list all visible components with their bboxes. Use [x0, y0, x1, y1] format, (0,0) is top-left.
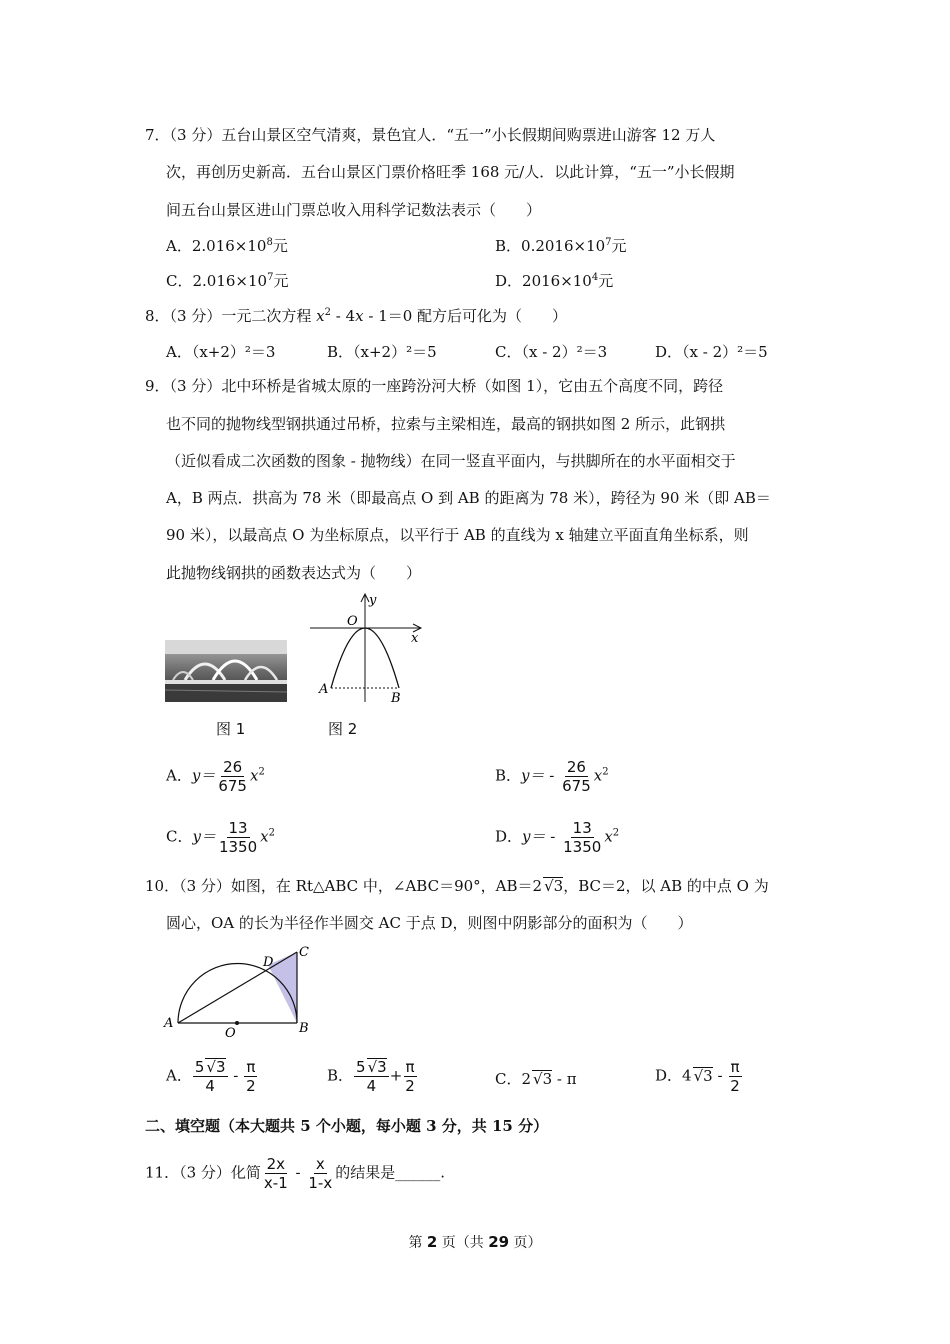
q7-option-b: B．$0.2016\times 10^7$元: [495, 237, 627, 255]
q7-line1: 7．（3 分）五台山景区空气清爽，景色宜人．“五一”小长假期间购票进山游客 12 万人: [145, 126, 716, 144]
q9-line3: （近似看成二次函数的图象 - 抛物线）在同一竖直平面内，与拱脚所在的水平面相交于: [166, 452, 736, 470]
q9-option-c: C．y＝ $\frac{13}{1350}$ $x^2$: [166, 819, 275, 856]
point-d-label: D: [263, 955, 274, 970]
q9-option-b: B．y＝ - $\frac{26}{675}$ $x^2$: [495, 758, 609, 795]
q9-line2: 也不同的抛物线型钢拱通过吊桥，拉索与主梁相连，最高的钢拱如图 2 所示，此钢拱: [166, 415, 726, 433]
q8-stem: 8．（3 分）一元二次方程 $x^2 - 4x - 1=0$ 配方后可化为（ ）: [145, 307, 568, 325]
q10-option-d: D．4 √3 - $\frac{\pi}{2}$: [655, 1058, 740, 1095]
q7-line2: 次，再创历史新高．五台山景区门票价格旺季 168 元/人．以此计算，“五一”小长假期: [166, 163, 735, 181]
page-footer: 第 2 页（共 29 页）: [408, 1233, 542, 1251]
point-b-label: B: [391, 691, 401, 705]
figure1-caption: 图 1: [216, 720, 246, 738]
point-o-label: O: [225, 1026, 236, 1040]
point-a-label: A: [164, 1016, 174, 1031]
q10-option-c: C．2 √3 - π: [495, 1070, 577, 1088]
axis-label-y: y: [369, 593, 377, 608]
page-number: 2: [426, 1233, 438, 1251]
q8-option-a: A．（x+2）²＝3: [166, 343, 276, 361]
q10-line2: 圆心，OA 的长为半径作半圆交 AC 于点 D，则图中阴影部分的面积为（ ）: [166, 914, 693, 932]
q9-option-a: A．y＝ $\frac{26}{675}$ $x^2$: [166, 758, 265, 795]
point-c-label: C: [299, 945, 309, 960]
figure2-caption: 图 2: [328, 720, 358, 738]
q7-line3: 间五台山景区进山门票总收入用科学记数法表示（ ）: [166, 201, 542, 219]
q9-option-d: D．y＝ - $\frac{13}{1350}$ $x^2$: [495, 819, 620, 856]
bridge-photo: [165, 640, 287, 702]
section-heading: 二、填空题（本大题共 5 个小题，每小题 3 分，共 15 分）: [145, 1117, 549, 1135]
origin-label: O: [347, 614, 358, 629]
total-pages: 29: [488, 1233, 510, 1251]
q8-option-b: B．（x+2）²＝5: [327, 343, 437, 361]
axis-label-x: x: [411, 631, 419, 646]
q8-option-d: D．（x - 2）²＝5: [655, 343, 768, 361]
q9-line6: 此抛物线钢拱的函数表达式为（ ）: [166, 564, 422, 582]
q7-option-c: C．$2.016\times 10^7$元: [166, 272, 289, 290]
q10-option-a: A． $\frac{5 √3}{4}$ - $\frac{\pi}{2}$: [166, 1058, 256, 1095]
q9-line1: 9．（3 分）北中环桥是省城太原的一座跨汾河大桥（如图 1），它由五个高度不同，跨径: [145, 377, 724, 395]
q7-option-d: D．$2016\times 10^4$元: [495, 272, 614, 290]
q10-line1: 10．（3 分）如图，在 Rt△ABC 中，∠ABC＝90°，AB＝2 √3，BC＝2，以 AB 的中点 O 为: [145, 877, 769, 895]
q8-option-c: C．（x - 2）²＝3: [495, 343, 608, 361]
point-a-label: A: [319, 682, 329, 697]
q10-option-b: B． $\frac{5 √3}{4}$ + $\frac{\pi}{2}$: [327, 1058, 415, 1095]
point-b-label: B: [299, 1021, 309, 1036]
semicircle-triangle-figure: [160, 940, 320, 1040]
q9-line5: 90 米），以最高点 O 为坐标原点，以平行于 AB 的直线为 x 轴建立平面直角坐标系，则: [166, 526, 749, 544]
q7-option-a: A．$2.016\times 10^8$元: [166, 237, 288, 255]
q11-stem: 11．（3 分）化简 $\frac{2x}{x-1}$ - $\frac{x}{1-x}$ 的结果是______.: [145, 1155, 445, 1192]
parabola-figure: [305, 590, 430, 705]
q9-line4: A，B 两点．拱高为 78 米（即最高点 O 到 AB 的距离为 78 米），跨径为 90 米（即 AB＝: [166, 489, 771, 507]
